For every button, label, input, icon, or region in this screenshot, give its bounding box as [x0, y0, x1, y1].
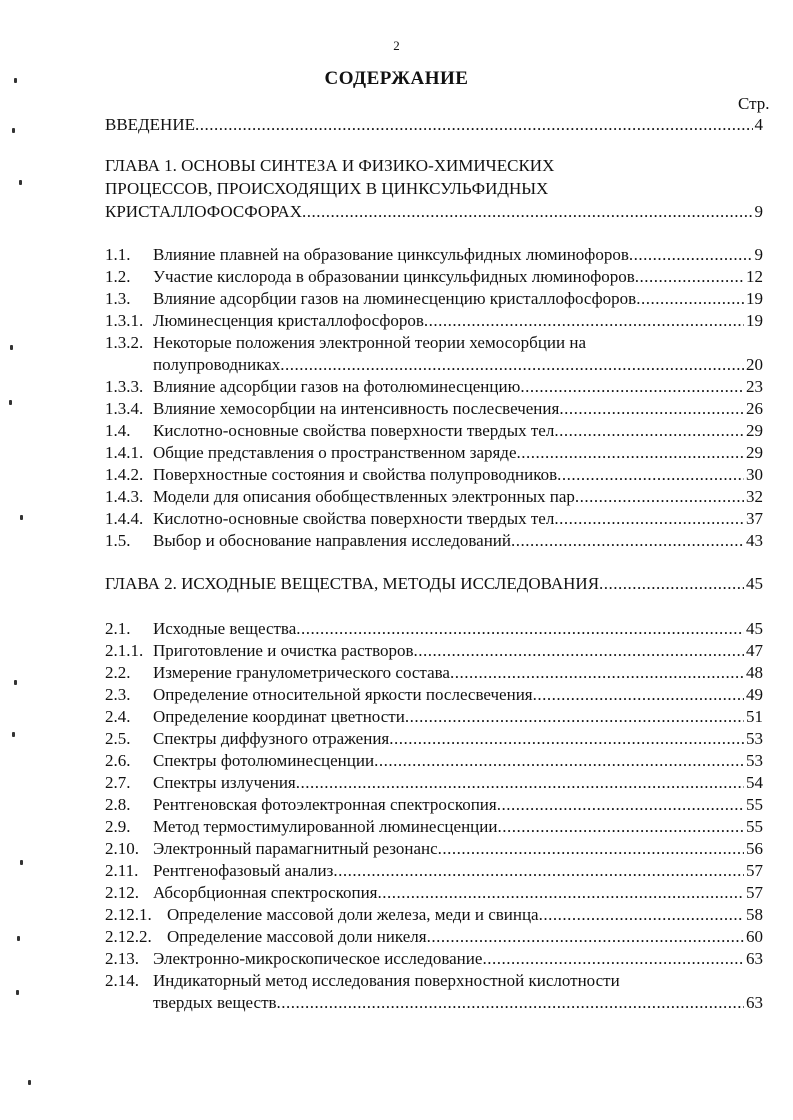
dot-leader: [539, 904, 744, 926]
toc-entry-title: Приготовление и очистка растворов: [153, 641, 414, 660]
dot-leader: [424, 310, 744, 332]
toc-entry[interactable]: [0, 728, 793, 750]
toc-entry-page: 54: [746, 773, 763, 792]
toc-entry-page: 53: [746, 751, 763, 770]
toc-entry-number: 2.12.2.: [105, 927, 152, 946]
toc-entry-title: Определение относительной яркости послесвечения: [153, 685, 533, 704]
toc-entry-page: 47: [746, 641, 763, 660]
dot-leader: [559, 398, 744, 420]
toc-entry[interactable]: [0, 442, 793, 464]
toc-entry-chapter2[interactable]: [0, 573, 793, 595]
toc-entry-number: 1.4.4.: [105, 509, 144, 528]
toc-entry[interactable]: [0, 288, 793, 310]
scan-speck: [20, 515, 23, 520]
dot-leader: [599, 573, 744, 595]
toc-entry-number: 2.1.: [105, 619, 131, 638]
toc-entry[interactable]: [0, 882, 793, 904]
dot-leader: [497, 794, 744, 816]
toc-entry-title: ВВЕДЕНИЕ: [105, 115, 195, 134]
toc-entry-title: КРИСТАЛЛОФОСФОРАХ: [105, 202, 302, 221]
toc-entry-page: 60: [746, 927, 763, 946]
toc-entry-number: 2.8.: [105, 795, 131, 814]
page-column-header: Стр.: [738, 94, 770, 113]
toc-entry[interactable]: [0, 926, 793, 948]
toc-entry-page: 19: [746, 289, 763, 308]
toc-entry-title: Электронный парамагнитный резонанс: [153, 839, 438, 858]
toc-entry-title: Влияние плавней на образование цинксульфидных люминофоров: [153, 245, 629, 264]
toc-entry-number: 2.5.: [105, 729, 131, 748]
toc-entry-number: 1.4.3.: [105, 487, 144, 506]
toc-entry-page: 9: [754, 245, 763, 264]
toc-entry-title: Поверхностные состояния и свойства полупроводников: [153, 465, 558, 484]
toc-entry-page: 20: [746, 355, 763, 374]
toc-entry-title: ГЛАВА 2. ИСХОДНЫЕ ВЕЩЕСТВА, МЕТОДЫ ИССЛЕДОВАНИЯ: [105, 574, 600, 593]
dot-leader: [575, 486, 744, 508]
toc-entry-chapter1[interactable]: [0, 201, 793, 223]
dot-leader: [389, 728, 744, 750]
toc-entry-page: 56: [746, 839, 763, 858]
toc-entry-page: 29: [746, 443, 763, 462]
scan-speck: [17, 936, 20, 941]
dot-leader: [520, 376, 744, 398]
toc-entry-page: 63: [746, 993, 763, 1012]
toc-entry-page: 43: [746, 531, 763, 550]
scan-speck: [12, 128, 15, 133]
scan-speck: [12, 732, 15, 737]
dot-leader: [427, 926, 744, 948]
scan-speck: [9, 400, 12, 405]
toc-entry[interactable]: [0, 508, 793, 530]
toc-entry-title-line1[interactable]: Некоторые положения электронной теории хемосорбции на: [153, 333, 587, 352]
toc-entry[interactable]: [0, 376, 793, 398]
toc-entry-page: 55: [746, 795, 763, 814]
dot-leader: [636, 288, 744, 310]
toc-entry-number: 1.2.: [105, 267, 131, 286]
toc-entry-page: 4: [754, 115, 763, 134]
toc-entry-title: Кислотно-основные свойства поверхности твердых тел: [153, 509, 555, 528]
dot-leader: [277, 992, 744, 1014]
dot-leader: [635, 266, 744, 288]
dot-leader: [438, 838, 744, 860]
dot-leader: [374, 750, 744, 772]
dot-leader: [554, 508, 744, 530]
toc-entry-intro[interactable]: [0, 114, 793, 136]
dot-leader: [450, 662, 744, 684]
dot-leader: [280, 354, 744, 376]
toc-entry[interactable]: [0, 904, 793, 926]
toc-entry-title: Люминесценция кристаллофосфоров: [153, 311, 424, 330]
toc-entry-title: Определение координат цветности: [153, 707, 405, 726]
scan-speck: [14, 680, 17, 685]
toc-entry[interactable]: [0, 794, 793, 816]
toc-entry-page: 12: [746, 267, 763, 286]
toc-entry[interactable]: [0, 530, 793, 552]
toc-entry-number: 2.13.: [105, 949, 139, 968]
toc-entry-title: Определение массовой доли никеля: [167, 927, 427, 946]
toc-entry-title: Спектры фотолюминесценции: [153, 751, 375, 770]
toc-entry-number: 1.4.: [105, 421, 131, 440]
toc-entry-page: 45: [746, 574, 763, 593]
dot-leader: [333, 860, 744, 882]
toc-entry-page: 23: [746, 377, 763, 396]
dot-leader: [405, 706, 744, 728]
toc-entry[interactable]: [0, 816, 793, 838]
toc-entry-page: 51: [746, 707, 763, 726]
scan-speck: [14, 78, 17, 83]
toc-entry-number: 2.7.: [105, 773, 131, 792]
toc-entry-number: 2.1.1.: [105, 641, 144, 660]
toc-entry-title: Определение массовой доли железа, меди и свинца: [167, 905, 539, 924]
toc-entry-page: 30: [746, 465, 763, 484]
toc-entry[interactable]: [0, 464, 793, 486]
dot-leader: [629, 244, 753, 266]
toc-entry[interactable]: [0, 706, 793, 728]
toc-entry-number: 1.4.1.: [105, 443, 144, 462]
dot-leader: [533, 684, 744, 706]
dot-leader: [414, 640, 744, 662]
dot-leader: [296, 772, 744, 794]
toc-entry-title: Кислотно-основные свойства поверхности твердых тел: [153, 421, 555, 440]
toc-entry-number: 1.3.4.: [105, 399, 144, 418]
toc-entry-title: Общие представления о пространственном заряде: [153, 443, 517, 462]
scan-speck: [28, 1080, 31, 1085]
toc-entry-page: 9: [754, 202, 763, 221]
toc-entry-page: 26: [746, 399, 763, 418]
scan-speck: [20, 860, 23, 865]
toc-entry-number: 2.12.: [105, 883, 139, 902]
toc-entry-page: 29: [746, 421, 763, 440]
dot-leader: [482, 948, 744, 970]
toc-entry-title-line1[interactable]: Индикаторный метод исследования поверхностной кислотности: [153, 971, 620, 990]
dot-leader: [378, 882, 744, 904]
toc-entry-number: 2.11.: [105, 861, 139, 880]
toc-entry-title: Спектры диффузного отражения: [153, 729, 390, 748]
dot-leader: [302, 201, 753, 223]
toc-entry[interactable]: [0, 398, 793, 420]
toc-entry[interactable]: [0, 244, 793, 266]
toc-entry-number: 1.1.: [105, 245, 131, 264]
toc-entry[interactable]: [0, 618, 793, 640]
toc-entry[interactable]: [0, 838, 793, 860]
toc-entry-title: Исходные вещества: [153, 619, 297, 638]
toc-entry-title: Модели для описания обобществленных электронных пар: [153, 487, 575, 506]
toc-entry-number: 1.4.2.: [105, 465, 144, 484]
dot-leader: [557, 464, 744, 486]
toc-entry[interactable]: [0, 266, 793, 288]
dot-leader: [195, 114, 753, 136]
toc-entry[interactable]: [0, 860, 793, 882]
toc-entry-page: 53: [746, 729, 763, 748]
toc-entry-page: 55: [746, 817, 763, 836]
toc-entry-title: полупроводниках: [153, 355, 281, 374]
chapter1-title-line2: ПРОЦЕССОВ, ПРОИСХОДЯЩИХ В ЦИНКСУЛЬФИДНЫХ: [105, 179, 549, 198]
toc-entry-number: 2.10.: [105, 839, 139, 858]
toc-entry-title: твердых веществ: [153, 993, 277, 1012]
page-title: СОДЕРЖАНИЕ: [324, 68, 469, 89]
toc-entry[interactable]: [0, 992, 793, 1014]
toc-entry-title: Участие кислорода в образовании цинксульфидных люминофоров: [153, 267, 635, 286]
dot-leader: [517, 442, 745, 464]
toc-entry-number: 2.6.: [105, 751, 131, 770]
toc-entry-title: Рентгенофазовый анализ: [153, 861, 334, 880]
toc-entry-title: Метод термостимулированной люминесценции: [153, 817, 498, 836]
toc-entry-number: 2.14.: [105, 971, 139, 990]
toc-entry-title: Влияние адсорбции газов на фотолюминесценцию: [153, 377, 521, 396]
page-number: 2: [393, 38, 400, 53]
toc-entry[interactable]: [0, 662, 793, 684]
toc-entry-number: 2.3.: [105, 685, 131, 704]
dot-leader: [497, 816, 744, 838]
dot-leader: [511, 530, 744, 552]
toc-entry[interactable]: [0, 772, 793, 794]
toc-entry[interactable]: [0, 310, 793, 332]
toc-entry-title: Рентгеновская фотоэлектронная спектроскопия: [153, 795, 497, 814]
toc-entry[interactable]: [0, 640, 793, 662]
toc-entry-number: 1.3.1.: [105, 311, 144, 330]
toc-entry[interactable]: [0, 684, 793, 706]
toc-entry[interactable]: [0, 420, 793, 442]
scan-speck: [10, 345, 13, 350]
toc-entry-number: 2.2.: [105, 663, 131, 682]
toc-entry-page: 49: [746, 685, 763, 704]
toc-entry-number: 2.12.1.: [105, 905, 152, 924]
toc-entry-page: 32: [746, 487, 763, 506]
toc-entry-title: Измерение гранулометрического состава: [153, 663, 450, 682]
toc-entry-page: 57: [746, 861, 763, 880]
toc-entry[interactable]: [0, 354, 793, 376]
toc-entry-page: 57: [746, 883, 763, 902]
toc-entry-title: Спектры излучения: [153, 773, 296, 792]
toc-entry-title: Влияние адсорбции газов на люминесценцию кристаллофосфоров: [153, 289, 637, 308]
toc-entry-number: 1.3.2.: [105, 333, 144, 352]
toc-entry-title: Выбор и обоснование направления исследований: [153, 531, 512, 550]
toc-entry-page: 58: [746, 905, 763, 924]
toc-entry-page: 48: [746, 663, 763, 682]
toc-entry-title: Абсорбционная спектроскопия: [153, 883, 378, 902]
toc-entry-number: 1.3.3.: [105, 377, 144, 396]
toc-entry[interactable]: [0, 948, 793, 970]
toc-entry-title: Влияние хемосорбции на интенсивность послесвечения: [153, 399, 560, 418]
toc-entry-page: 63: [746, 949, 763, 968]
toc-entry-number: 2.9.: [105, 817, 131, 836]
toc-entry-page: 45: [746, 619, 763, 638]
toc-entry-title: Электронно-микроскопическое исследование: [153, 949, 483, 968]
scan-speck: [16, 990, 19, 995]
toc-entry-number: 1.5.: [105, 531, 131, 550]
toc-entry[interactable]: [0, 750, 793, 772]
dot-leader: [296, 618, 744, 640]
toc-entry-page: 37: [746, 509, 763, 528]
toc-entry-number: 1.3.: [105, 289, 131, 308]
scan-speck: [19, 180, 22, 185]
chapter1-title-line1: ГЛАВА 1. ОСНОВЫ СИНТЕЗА И ФИЗИКО-ХИМИЧЕСКИХ: [105, 156, 555, 175]
toc-entry[interactable]: [0, 486, 793, 508]
dot-leader: [554, 420, 744, 442]
toc-entry-number: 2.4.: [105, 707, 131, 726]
toc-entry-page: 19: [746, 311, 763, 330]
